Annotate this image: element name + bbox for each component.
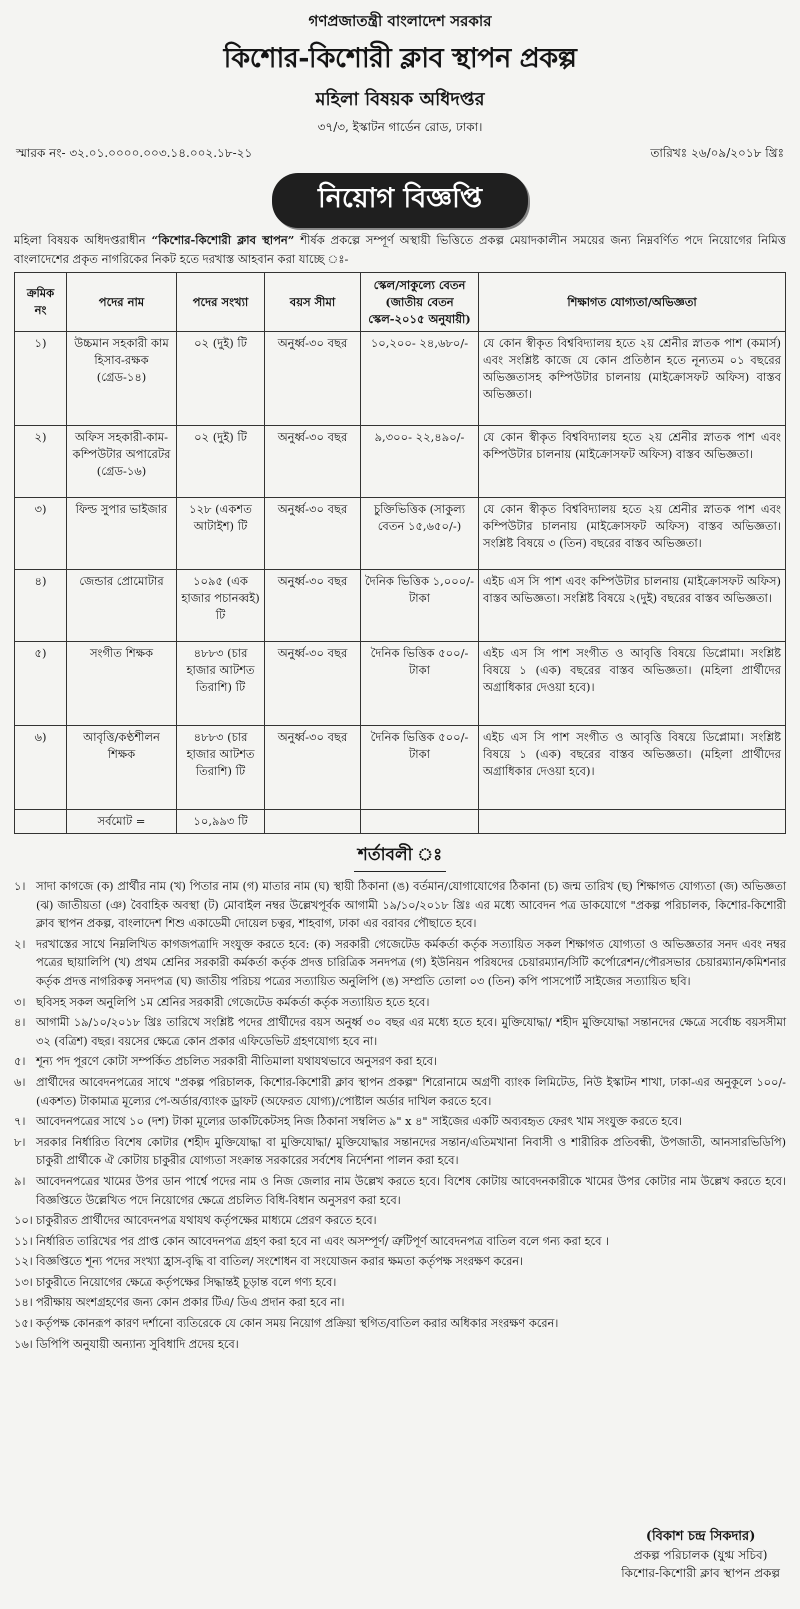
col-header-age: বয়স সীমা <box>265 273 361 332</box>
term-text: আবেদনপত্রের খামের উপর ডান পার্শ্বে পদের নাম ও নিজ জেলার নাম উল্লেখ করতে হবে। বিশেষ কোটায় আবেদনকারীকে খামের উপর কোটার নাম উল্লেখ করতে হবে। বিজ্ঞপ্তিতে উল্লেখিত পদে নিয়োগের ক্ষেত্রে প্রচলিত বিধি-বিধান অনুসরণ করা হবে। <box>36 1174 786 1207</box>
cell-post: আবৃত্তি/কণ্ঠশীলন শিক্ষক <box>67 726 177 810</box>
posts-table <box>14 272 786 834</box>
table-total-row <box>15 810 786 834</box>
memo-number: স্মারক নং- ৩২.০১.০০০০.০০৩.১৪.০০২.১৮-২১ <box>16 146 253 160</box>
table-header-row <box>15 273 786 332</box>
col-header-qualification: শিক্ষাগত যোগ্যতা/অভিজ্ঞতা <box>479 273 786 332</box>
table-row <box>15 570 786 642</box>
cell-age: অনুর্ধ্ব-৩০ বছর <box>265 570 361 642</box>
term-text: আগামী ১৯/১০/২০১৮ খ্রিঃ তারিখে সংশ্লিষ্ট পদের প্রার্থীদের বয়স অনুর্ধ্ব ৩০ বছর এর মধ্যে হতে হবে। মুক্তিযোদ্ধা/ শহীদ মুক্তিযোদ্ধা সন্তানদের ক্ষেত্রে সর্বোচ্চ বয়সসীমা ৩২ (বত্রিশ) বছর। বয়সের ক্ষেত্রে কোন প্রকার এফিডেভিট গ্রহণযোগ্য হবে না। <box>36 1016 786 1048</box>
table-row <box>15 332 786 426</box>
col-header-post: পদের নাম <box>67 273 177 332</box>
term-text: নির্ধারিত তারিখের পর প্রাপ্ত কোন আবেদনপত্র গ্রহণ করা হবে না এবং অসম্পূর্ণ/ ত্রুটিপূর্ণ আবেদনপত্র বাতিল বলে গন্য করা হবে । <box>36 1234 610 1248</box>
term-text: চাকুরীরত প্রার্থীদের আবেদনপত্র যথাযথ কর্তৃপক্ষের মাধ্যমে প্রেরণ করতে হবে। <box>36 1214 377 1228</box>
list-item <box>14 878 786 934</box>
cell-post: অফিস সহকারী-কাম-কম্পিউটার অপারেটর (গ্রেড-১৬) <box>67 426 177 498</box>
term-text: দরখাস্তের সাথে নিম্নলিখিত কাগজপত্রাদি সংযুক্ত করতে হবে: (ক) সরকারী গেজেটেড কর্মকর্তা কর্তৃক সত্যায়িত সকল শিক্ষাগত যোগ্যতা ও অভিজ্ঞতার সনদ এবং নম্বর পত্রের ছায়ালিপি (খ) প্রথম শ্রেনির সরকারী কর্মকর্তা কর্তৃক প্রদত্ত চারিত্রিক সনদপত্র (গ) ইউনিয়ন পরিষদের চেয়ারম্যান/সিটি কর্পোরেশন/পৌরসভার চেয়ারম্যান/কমিশনার কর্তৃক প্রদত্ত নাগরিকত্ব সনদপত্র (ঘ) জাতীয় পরিচয় পত্রের সত্যায়িত অনুলিপি (ঙ) সম্প্রতি তোলা ০৩ (তিন) কপি পাসপোর্ট সাইজের সত্যায়িত ছবি। <box>36 937 786 988</box>
term-number: ৬। <box>14 1075 26 1089</box>
list-item <box>14 1014 786 1051</box>
cell-qualification: এইচ এস সি পাশ এবং কম্পিউটার চালনায় (মাইক্রোসফট অফিস) বাস্তব অভিজ্ঞতা। সংশ্লিষ্ট বিষয়ে ২(দুই) বছরের বাস্তব অভিজ্ঞতা। <box>479 570 786 642</box>
notice-header <box>14 10 786 139</box>
reference-row <box>14 145 786 165</box>
term-text: ডিপিপি অনুযায়ী অন্যান্য সুবিধাদি প্রদেয় হবে। <box>36 1337 239 1351</box>
cell-age: অনুর্ধ্ব-৩০ বছর <box>265 498 361 570</box>
term-number: ৭। <box>14 1115 26 1129</box>
cell-pay: ৯,৩০০- ২২,৪৯০/- <box>361 426 479 498</box>
term-text: শূন্য পদ পূরণে কোটা সম্পর্কিত প্রচলিত সরকারী নীতিমালা যথাযথভাবে অনুসরণ করা হবে। <box>36 1055 437 1069</box>
list-item <box>14 994 786 1013</box>
department-name: মহিলা বিষয়ক অধিদপ্তর <box>315 89 485 110</box>
table-row <box>15 426 786 498</box>
cell-pay: দৈনিক ভিত্তিক ৫০০/- টাকা <box>361 726 479 810</box>
term-number: ১৩। <box>14 1275 33 1289</box>
list-item <box>14 1233 786 1252</box>
signatory-designation: প্রকল্প পরিচালক (যুগ্ম সচিব) <box>633 1548 768 1562</box>
term-text: বিজ্ঞপ্তিতে শূন্য পদের সংখ্যা হ্রাস-বৃদ্ধি বা বাতিল/ সংশোধন বা সংযোজন করার ক্ষমতা কর্তৃপক্ষ সংরক্ষণ করেন। <box>36 1255 524 1269</box>
cell-empty <box>479 810 786 834</box>
cell-age: অনুর্ধ্ব-৩০ বছর <box>265 642 361 726</box>
list-item <box>14 1294 786 1313</box>
list-item <box>14 1113 786 1132</box>
term-text: সরকার নির্ধারিত বিশেষ কোটার (শহীদ মুক্তিযোদ্ধা বা মুক্তিযোদ্ধা/ মুক্তিযোদ্ধার সন্তানদের সন্তান/এতিমখানা নিবাসী ও শারীরিক প্রতিবন্ধী, উপজাতী, আনসারভিডিপি) চাকুরী প্রার্থীকে ঐ কোটায় চাকুরীর যোগ্যতা সংক্রান্ত সরকারের সর্বশেষ নির্দেশনা পালন করা হবে। <box>36 1135 786 1168</box>
table-row <box>15 642 786 726</box>
cell-serial: ৪) <box>15 570 67 642</box>
term-number: ২। <box>14 937 26 951</box>
cell-empty <box>361 810 479 834</box>
col-header-pay: স্কেল/সাকুল্যে বেতন (জাতীয় বেতন স্কেল-২০১৫ অনুযায়ী) <box>361 273 479 332</box>
cell-empty <box>265 810 361 834</box>
cell-count: ০২ (দুই) টি <box>177 426 265 498</box>
government-name: গণপ্রজাতন্ত্রী বাংলাদেশ সরকার <box>308 12 492 30</box>
signatory-project: কিশোর-কিশোরী ক্লাব স্থাপন প্রকল্প <box>621 1566 780 1580</box>
term-text: পরীক্ষায় অংশগ্রহণের জন্য কোন প্রকার টিএ/ ডিএ প্রদান করা হবে না। <box>36 1296 345 1310</box>
cell-qualification: এইচ এস সি পাশ সংগীত ও আবৃত্তি বিষয়ে ডিপ্লোমা। সংশ্লিষ্ট বিষয়ে ১ (এক) বছরের বাস্তব অভিজ্ঞতা। (মহিলা প্রার্থীদের অগ্রাধিকার দেওয়া হবে)। <box>479 642 786 726</box>
list-item <box>14 1053 786 1072</box>
total-value: ১০,৯৯৩ টি <box>177 810 265 834</box>
total-label: সর্বমোট = <box>67 810 177 834</box>
cell-qualification: যে কোন স্বীকৃত বিশ্ববিদ্যালয় হতে ২য় শ্রেনীর স্নাতক পাশ (কমার্স) এবং সংশ্লিষ্ট কাজে যে কোন প্রতিষ্ঠান হতে নূন্যতম ০১ বছরের অভিজ্ঞতাসহ কম্পিউটার চালনায় (মাইক্রোসফট অফিস) বাস্তব অভিজ্ঞতা। <box>479 332 786 426</box>
table-row <box>15 498 786 570</box>
cell-serial: ৬) <box>15 726 67 810</box>
table-row <box>15 726 786 810</box>
list-item <box>14 1274 786 1293</box>
intro-after: শীর্ষক প্রকল্পে সম্পূর্ণ অস্থায়ী ভিত্তিতে প্রকল্প মেয়াদকালীন সময়ের জন্য নিম্নবর্ণিত পদে নিয়োগের নিমিত্ত বাংলাদেশের প্রকৃত নাগরিকের নিকট হতে দরখাস্ত আহবান করা যাচ্ছে ঃ- <box>14 233 786 266</box>
cell-count: ৪৮৮৩ (চার হাজার আটশত তিরাশি) টি <box>177 726 265 810</box>
term-number: ৪। <box>14 1016 26 1030</box>
cell-post: সংগীত শিক্ষক <box>67 642 177 726</box>
term-text: আবেদনপত্রের সাথে ১০ (দশ) টাকা মূল্যের ডাকটিকেটসহ নিজ ঠিকানা সম্বলিত ৯" x ৪" সাইজের একটি অব্যবহৃত ফেরৎ খাম সংযুক্ত করতে হবে। <box>36 1115 683 1129</box>
cell-qualification: এইচ এস সি পাশ সংগীত ও আবৃত্তি বিষয়ে ডিপ্লোমা। সংশ্লিষ্ট বিষয়ে ১ (এক) বছরের বাস্তব অভিজ্ঞতা। (মহিলা প্রার্থীদের অগ্রাধিকার দেওয়া হবে)। <box>479 726 786 810</box>
term-number: ১১। <box>14 1234 33 1248</box>
list-item <box>14 1315 786 1334</box>
term-number: ৯। <box>14 1174 26 1188</box>
terms-title: শর্তাবলী ঃ <box>354 842 446 872</box>
term-number: ১০। <box>14 1214 33 1228</box>
notice-date: তারিখঃ ২৬/০৯/২০১৮ খ্রিঃ <box>650 146 784 160</box>
list-item <box>14 1074 786 1111</box>
term-number: ৩। <box>14 995 26 1009</box>
cell-pay: চুক্তিভিত্তিক (সাকুল্য বেতন ১৫,৬৫০/-) <box>361 498 479 570</box>
cell-post: উচ্চমান সহকারী কাম হিসাব-রক্ষক (গ্রেড-১৪) <box>67 332 177 426</box>
term-text: ছবিসহ সকল অনুলিপি ১ম শ্রেনির সরকারী গেজেটেড কর্মকর্তা কর্তৃক সত্যায়িত হতে হবে। <box>36 995 430 1009</box>
term-number: ৫। <box>14 1055 26 1069</box>
signature-block <box>621 1528 780 1582</box>
cell-serial: ৩) <box>15 498 67 570</box>
cell-count: ০২ (দুই) টি <box>177 332 265 426</box>
term-number: ১৫। <box>14 1317 33 1331</box>
term-number: ১৪। <box>14 1296 33 1310</box>
cell-pay: দৈনিক ভিত্তিক ১,০০০/- টাকা <box>361 570 479 642</box>
list-item <box>14 1336 786 1355</box>
project-name: কিশোর-কিশোরী ক্লাব স্থাপন প্রকল্প <box>223 43 577 74</box>
cell-serial: ১) <box>15 332 67 426</box>
cell-serial: ২) <box>15 426 67 498</box>
cell-count: ১২৮ (একশত আটাইশ) টি <box>177 498 265 570</box>
cell-age: অনুর্ধ্ব-৩০ বছর <box>265 332 361 426</box>
list-item <box>14 1253 786 1272</box>
list-item <box>14 1212 786 1231</box>
cell-post: ফিল্ড সুপার ভাইজার <box>67 498 177 570</box>
office-address: ৩৭/৩, ইস্কাটন গার্ডেন রোড, ঢাকা। <box>317 120 483 134</box>
intro-project-name: “কিশোর-কিশোরী ক্লাব স্থাপন” <box>151 233 295 247</box>
cell-count: ১০৯৫ (এক হাজার পচানব্বই) টি <box>177 570 265 642</box>
cell-age: অনুর্ধ্ব-৩০ বছর <box>265 426 361 498</box>
list-item <box>14 936 786 992</box>
col-header-count: পদের সংখ্যা <box>177 273 265 332</box>
term-number: ১। <box>14 880 26 893</box>
term-number: ১২। <box>14 1255 33 1269</box>
signatory-name: (বিকাশ চন্দ্র সিকদার) <box>645 1529 756 1544</box>
term-text: সাদা কাগজে (ক) প্রার্থীর নাম (খ) পিতার নাম (গ) মাতার নাম (ঘ) স্থায়ী ঠিকানা (ঙ) বর্তমান/যোগাযোগের ঠিকানা (চ) জন্ম তারিখ (ছ) শিক্ষাগত যোগ্যতা (জ) অভিজ্ঞতা (ঝ) জাতীয়তা (ঞ) বৈবাহিক অবস্থা (ট) মোবাইল নম্বর উল্লেখপূর্বক আগামী ১৯/১০/২০১৮ খ্রিঃ এর মধ্যে আবেদন পত্র ডাকযোগে "প্রকল্প পরিচালক, কিশোর-কিশোরী ক্লাব স্থাপন প্রকল্প, বাংলাদেশ শিশু একাডেমী দোয়েল চত্বর, শাহবাগ, ঢাকা এর বরাবর পৌছাতে হবে। <box>36 880 786 931</box>
cell-serial: ৫) <box>15 642 67 726</box>
cell-age: অনুর্ধ্ব-৩০ বছর <box>265 726 361 810</box>
term-text: চাকুরীতে নিয়োগের ক্ষেত্রে কর্তৃপক্ষের সিদ্ধান্তই চূড়ান্ত বলে গণ্য হবে। <box>36 1275 337 1289</box>
cell-qualification: যে কোন স্বীকৃত বিশ্ববিদ্যালয় হতে ২য় শ্রেনীর স্নাতক পাশ এবং কম্পিউটার চালনায় (মাইক্রোসফট অফিস) বাস্তব অভিজ্ঞতা। <box>479 426 786 498</box>
list-item <box>14 1173 786 1210</box>
intro-before: মহিলা বিষয়ক অধিদপ্তরাধীন <box>14 233 152 247</box>
cell-qualification: যে কোন স্বীকৃত বিশ্ববিদ্যালয় হতে ২য় শ্রেনীর স্নাতক পাশ এবং কম্পিউটার চালনায় (মাইক্রোসফট অফিস) বাস্তব অভিজ্ঞতা। সংশ্লিষ্ট বিষয়ে ৩ (তিন) বছরের বাস্তব অভিজ্ঞতা। <box>479 498 786 570</box>
notice-banner: নিয়োগ বিজ্ঞপ্তি <box>272 173 528 228</box>
banner-wrap <box>14 173 786 225</box>
terms-title-wrap <box>14 842 786 872</box>
term-text: প্রার্থীদের আবেদনপত্রের সাথে "প্রকল্প পরিচালক, কিশোর-কিশোরী ক্লাব স্থাপন প্রকল্প" শিরোনামে অগ্রণী ব্যাংক লিমিটেড, নিউ ইস্কাটন শাখা, ঢাকা-এর অনুকূলে ১০০/- (একশত) টাকামাত্র মূল্যের পে-অর্ডার/ব্যাংক ড্রাফট (অফেরত যোগ্য)/পোষ্টাল অর্ডার দাখিল করতে হবে। <box>36 1075 786 1108</box>
term-number: ৮। <box>14 1135 26 1149</box>
cell-empty <box>15 810 67 834</box>
list-item <box>14 1134 786 1171</box>
cell-pay: দৈনিক ভিত্তিক ৫০০/- টাকা <box>361 642 479 726</box>
intro-paragraph <box>14 231 786 269</box>
col-header-serial: ক্রমিক নং <box>15 273 67 332</box>
term-number: ১৬। <box>14 1337 33 1351</box>
cell-count: ৪৮৮৩ (চার হাজার আটশত তিরাশি) টি <box>177 642 265 726</box>
cell-pay: ১০,২০০- ২৪,৬৮০/- <box>361 332 479 426</box>
term-text: কর্তৃপক্ষ কোনরূপ কারণ দর্শানো ব্যতিরেকে যে কোন সময় নিয়োগ প্রক্রিয়া স্থগিত/বাতিল করার অধিকার সংরক্ষণ করেন। <box>36 1317 559 1331</box>
cell-post: জেন্ডার প্রোমোটার <box>67 570 177 642</box>
terms-list <box>14 878 786 1354</box>
